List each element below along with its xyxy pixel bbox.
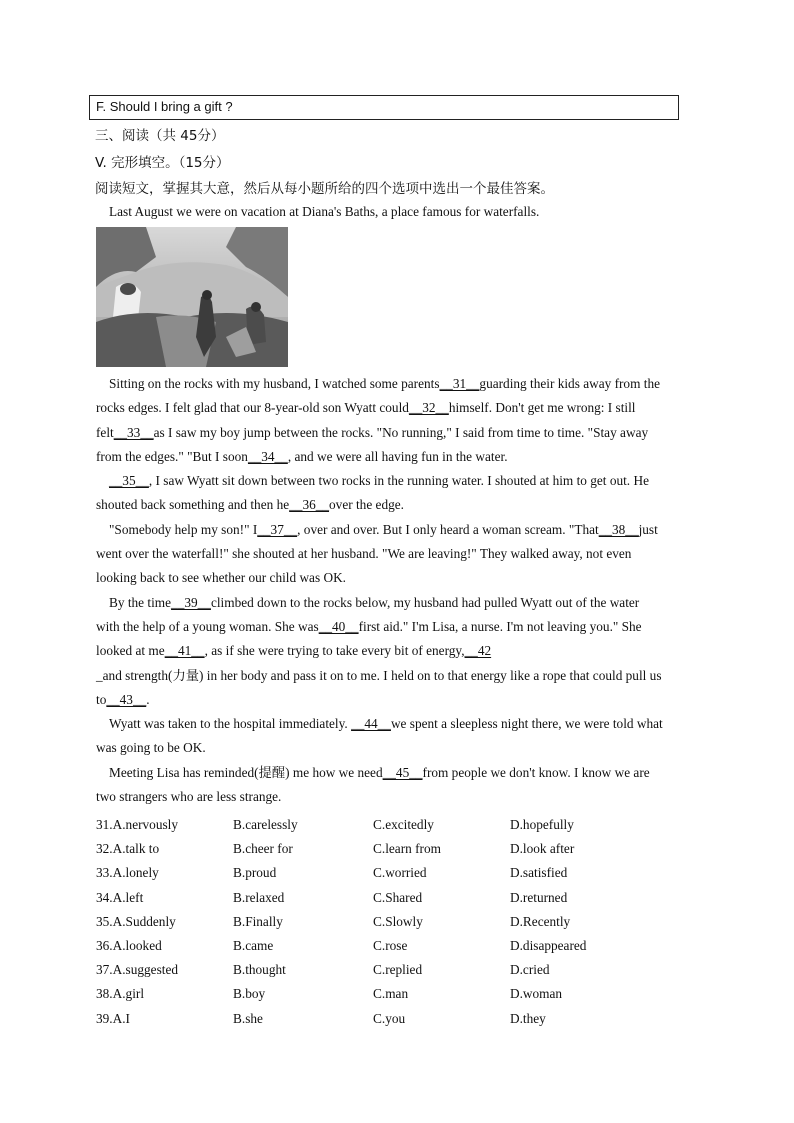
blank: __42 bbox=[464, 643, 492, 659]
option-item: B.Finally bbox=[233, 913, 283, 929]
passage-text: climbed down to the rocks below, my husband had pulled Wyatt out of the water bbox=[210, 594, 640, 610]
passage-line bbox=[96, 761, 696, 785]
blank: __36__ bbox=[289, 497, 330, 513]
blank: __35__ bbox=[109, 473, 149, 489]
section-title: 三、阅读（共 45分） bbox=[95, 128, 225, 144]
option-item: C.rose bbox=[373, 938, 408, 953]
passage-body bbox=[96, 372, 696, 809]
passage-line bbox=[96, 493, 696, 517]
option-item: D.hopefully bbox=[510, 817, 574, 832]
instructions: 阅读短文，掌握其大意，然后从每小题所给的四个选项中选出一个最佳答案。 bbox=[95, 181, 554, 197]
passage-text: . bbox=[146, 691, 150, 707]
passage-text: shouted back something and then he bbox=[96, 497, 290, 513]
option-item: 34.A.left bbox=[96, 889, 144, 905]
passage-line bbox=[96, 785, 696, 809]
passage-line bbox=[96, 372, 696, 396]
passage-line bbox=[96, 688, 696, 712]
passage-text: himself. Don't get me wrong: I still bbox=[448, 400, 636, 416]
blank: __41__ bbox=[164, 643, 205, 659]
passage-text: two strangers who are less strange. bbox=[96, 789, 282, 805]
blank: __37__ bbox=[257, 521, 298, 537]
option-item: B.thought bbox=[233, 962, 286, 978]
option-item: B.she bbox=[233, 1010, 263, 1026]
option-item: C.worried bbox=[373, 865, 427, 881]
passage-line bbox=[96, 736, 696, 760]
option-item: 36.A.looked bbox=[96, 938, 162, 953]
passage-text: , over and over. But I only heard a woman scream. "That bbox=[297, 521, 599, 537]
option-item: B.boy bbox=[233, 986, 266, 1002]
option-item: D.cried bbox=[510, 962, 550, 978]
passage-text: , I saw Wyatt sit down between two rocks in the running water. I shouted at him to get out. He bbox=[148, 473, 649, 489]
option-item: D.returned bbox=[510, 889, 568, 905]
passage-text: , as if she were trying to take every bit of energy, bbox=[204, 643, 465, 659]
blank: __40__ bbox=[318, 618, 359, 634]
passage-text: first aid." I'm Lisa, a nurse. I'm not leaving you." She bbox=[358, 618, 642, 634]
option-item: D.woman bbox=[510, 986, 563, 1002]
passage-text: "Somebody help my son!" I bbox=[109, 521, 258, 537]
passage-line bbox=[96, 664, 696, 688]
option-f-text: F. Should I bring a gift ? bbox=[96, 99, 233, 114]
passage-line bbox=[96, 615, 696, 639]
passage-text: went over the waterfall!" she shouted at her husband. "We are leaving!" They walked away, not even bbox=[96, 546, 632, 562]
blank: __31__ bbox=[439, 376, 480, 391]
passage-text: Meeting Lisa has reminded(提醒) me how we need bbox=[109, 764, 383, 780]
passage-text: looking back to see whether our child was OK. bbox=[96, 570, 346, 586]
passage-text: as I saw my boy jump between the rocks. "No running," I said from time to time. "Stay away bbox=[153, 424, 649, 440]
waterfall-illustration bbox=[96, 227, 288, 367]
passage-text: we spent a sleepless night there, we were told what bbox=[390, 716, 663, 732]
passage-text: , and we were all having fun in the water. bbox=[287, 448, 508, 464]
passage-line bbox=[96, 566, 696, 590]
passage-text: Wyatt was taken to the hospital immediately. bbox=[109, 716, 352, 732]
blank: __38__ bbox=[598, 521, 639, 537]
option-item: D.satisfied bbox=[510, 865, 568, 881]
blank: __33__ bbox=[113, 424, 154, 440]
option-item: 33.A.lonely bbox=[96, 865, 159, 881]
passage-line bbox=[96, 639, 696, 663]
option-item: 38.A.girl bbox=[96, 986, 145, 1002]
passage-line bbox=[96, 421, 696, 445]
option-item: C.Slowly bbox=[373, 913, 423, 929]
blank: __45__ bbox=[382, 764, 423, 780]
passage-text: just bbox=[638, 521, 658, 537]
passage-line bbox=[96, 542, 696, 566]
option-item: 35.A.Suddenly bbox=[96, 913, 176, 929]
passage-text: from the edges." "But I soon bbox=[96, 448, 248, 464]
option-item: C.Shared bbox=[373, 889, 423, 905]
option-item: B.proud bbox=[233, 865, 277, 881]
option-item: B.carelessly bbox=[233, 817, 298, 832]
option-item: B.relaxed bbox=[233, 889, 285, 905]
passage-text: _and strength(力量) in her body and pass it on to me. I held on to that energy like a rope that could pull us bbox=[96, 667, 662, 683]
option-item: D.look after bbox=[510, 841, 575, 857]
passage-line bbox=[96, 445, 696, 469]
option-item: 37.A.suggested bbox=[96, 962, 178, 978]
blank: __44__ bbox=[351, 716, 391, 732]
option-item: C.excitedly bbox=[373, 817, 434, 832]
passage-line bbox=[96, 518, 696, 542]
passage-text: over the edge. bbox=[329, 497, 404, 513]
option-item: C.man bbox=[373, 986, 409, 1002]
option-item: 39.A.I bbox=[96, 1010, 130, 1026]
passage-text: felt bbox=[96, 424, 114, 440]
passage-text: was going to be OK. bbox=[96, 740, 206, 756]
option-item: B.came bbox=[233, 938, 274, 953]
blank: __34__ bbox=[247, 448, 288, 464]
option-item: 32.A.talk to bbox=[96, 841, 160, 857]
passage-text: rocks edges. I felt glad that our 8-year-old son Wyatt could bbox=[96, 400, 409, 416]
passage-line bbox=[96, 396, 696, 420]
passage-text: looked at me bbox=[96, 643, 165, 659]
option-item: C.replied bbox=[373, 962, 423, 978]
part-title: V. 完形填空。（15分） bbox=[95, 155, 230, 171]
passage-text: Sitting on the rocks with my husband, I watched some parents bbox=[109, 376, 440, 391]
option-item: D.disappeared bbox=[510, 938, 587, 953]
option-item: D.they bbox=[510, 1010, 546, 1026]
passage-text: By the time bbox=[109, 594, 172, 610]
option-item: C.you bbox=[373, 1010, 406, 1026]
passage-line bbox=[96, 469, 696, 493]
passage-line bbox=[96, 591, 696, 615]
blank: __43__ bbox=[106, 691, 147, 707]
passage-text: to bbox=[96, 691, 107, 707]
blank: __32__ bbox=[408, 400, 449, 416]
option-item: C.learn from bbox=[373, 841, 441, 857]
passage-text: from people we don't know. I know we are bbox=[422, 764, 650, 780]
passage-text: guarding their kids away from the bbox=[479, 376, 660, 391]
option-f-box bbox=[89, 95, 679, 120]
intro-paragraph bbox=[96, 200, 696, 224]
option-item: 31.A.nervously bbox=[96, 817, 178, 832]
blank: __39__ bbox=[171, 594, 211, 610]
intro-line: Last August we were on vacation at Diana's Baths, a place famous for waterfalls. bbox=[109, 204, 540, 219]
option-item: D.Recently bbox=[510, 913, 571, 929]
passage-text: with the help of a young woman. She was bbox=[96, 618, 319, 634]
passage-line bbox=[96, 712, 696, 736]
option-item: B.cheer for bbox=[233, 841, 293, 857]
